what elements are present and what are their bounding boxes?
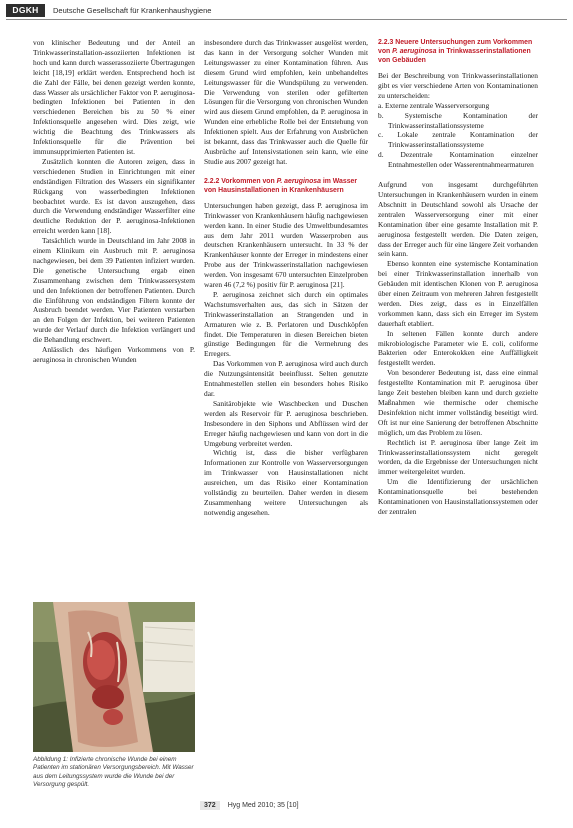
paragraph: Zusätzlich konnten die Autoren zeigen, dass in verschiedenen Studien in Einrichtungen mit einer endständigen Filtration des Wassers ein signifikanter Rückgang von wasserbedingten Infektionen beobachtet wurde. Es ist davon auszugehen, dass durch die Verwendung endständiger Wasserfilter eine deutliche Reduktion der P. aeruginosa-Infektionen erreicht werden kann [18]. [33, 156, 195, 236]
paragraph: Bei der Beschreibung von Trinkwasserinstallationen gibt es vier verschiedene Arten von Kontaminationen zu unterscheiden: [378, 71, 538, 100]
paragraph: Von besonderer Bedeutung ist, dass eine einmal festgestellte Kontamination mit P. aeruginosa über lange Zeit bestehen bleiben kann und durch gezielte Maßnahmen wie thermische oder chemische Desinfektion nicht immer vollständig beseitigt wird. Oft ist nur eine Sanierung der betroffenen Abschnitte möglich, um das Problem zu lösen. [378, 368, 538, 437]
figure-caption: Abbildung 1: Infizierte chronische Wunde bei einem Patienten im stationären Versorgungsbereich. Mit Wasser aus dem Leitungssystem wurde die Wunde bei der Versorgung gespült. [33, 756, 194, 788]
paragraph: von klinischer Bedeutung und der Anteil an Trinkwasserinstallation-assoziierten Infektionen ist hoch und kann durch wasserassoziierte Übertragungen leicht [18,19] erklärt werden. Entsprechend hoch ist die Zahl der Fälle, bei denen gezeigt werden konnte, dass Wasser als ursächlicher Faktor von P. aeruginosa-bedingten Infektionen bei Patienten in den verschiedenen Bereichen bis zu 50 % einer Infektionsquelle angesehen wird. Dies zeigt, wie wichtig die Beachtung des Trinkwassers als Infektionsquelle für die Prävention bei immunsupprimierten Patienten ist. [33, 38, 195, 156]
paragraph: Das Vorkommen von P. aeruginosa wird auch durch die Nutzungsintensität beeinflusst. Selten genutzte Entnahmestellen stellen ein besonders hohes Risiko dar. [204, 359, 368, 398]
wound-photo [33, 602, 195, 752]
text-column-3 [378, 38, 538, 517]
heading-prefix: 2.2.2 Vorkommen von [204, 177, 277, 185]
organization-name: Deutsche Gesellschaft für Krankenhaushygiene [53, 6, 212, 15]
heading-suffix: im Wasser von Hausinstallationen in Krankenhäusern [204, 177, 358, 194]
paragraph: insbesondere durch das Trinkwasser ausgelöst werden, das kann in der Versorgung solcher Wunden mit Leitungswasser zu einer Kontamination führen. Aus diesem Grund wird empfohlen, kein unbehandeltes Leitungswasser für die Wundspülung zu verwenden. Die Verwendung von sterilen oder gefilterten Lösungen für die Versorgung von chronischen Wunden wird aus diesem Grund empfohlen, da P. aeruginosa in Wunden eine erhebliche Rolle bei der Entstehung von Infektionen spielt. Aus der Erfahrung von Ausbrüchen ist bekannt, dass das Trinkwasser auch die Quelle für Ausbrüche auf Intensivstationen sein kann, wie eine Studie aus 2007 gezeigt hat. [204, 38, 368, 166]
text-column-2 [204, 38, 368, 518]
page-number: 372 [200, 801, 220, 810]
journal-citation: Hyg Med 2010; 35 [10] [227, 802, 299, 809]
paragraph: Tatsächlich wurde in Deutschland im Jahr 2008 in einem Klinikum ein Ausbruch mit P. aeruginosa nachgewiesen, bei dem 39 Patienten infiziert wurden. Die genetische Untersuchung ergab einen Zusammenhang zwischen dem Trinkwassersystem und den Infektionen der betroffenen Patienten. Durch die Einführung von endständigen Filtern konnte der Ausbruch beendet werden. Vier Patienten verstarben an den Folgen der Infektion, bei weiteren Patienten wurde der Verlauf durch die Infektion verlängert und die Behandlung erschwert. [33, 236, 195, 345]
journal-code-box [6, 4, 45, 17]
contamination-list [378, 101, 538, 170]
paragraph: Untersuchungen haben gezeigt, dass P. aeruginosa im Trinkwasser von Krankenhäusern häufig nachgewiesen werden kann. In einer Studie des Umweltbundesamtes aus dem Jahr 2011 wurden Wasserproben aus deutschen Krankenhäusern untersucht. In 33 % der Krankenhäuser konnte der Erreger in mindestens einer Probe aus der Trinkwasserinstallation nachgewiesen werden. Von insgesamt 670 untersuchten Einzelproben waren 46 (7,2 %) positiv für P. aeruginosa [21]. [204, 200, 368, 290]
paragraph: Sanitärobjekte wie Waschbecken und Duschen werden als Reservoir für P. aeruginosa beschrieben. Insbesondere in den Siphons und Abflüssen wird der Erreger häufig nachgewiesen und kann von dort in die Umgebung verbreitet werden. [204, 398, 368, 448]
header-rule [6, 19, 567, 20]
text-column-1 [33, 38, 195, 365]
paragraph: Wichtig ist, dass die bisher verfügbaren Informationen zur Kontrolle von Wasserversorgungen im Trinkwasser von Hausinstallationen nicht ausreichen, um das Risiko einer Kontamination vollständig zu beurteilen. Daher werden in diesem Zusammenhang weitere Untersuchungen als notwendig angesehen. [204, 448, 368, 517]
list-item: a. Externe zentrale Wasserversorgung [378, 100, 490, 110]
heading-species: P. aeruginosa [276, 177, 321, 185]
list-item: c. Lokale zentrale Kontamination der Trinkwasserinstallationssysteme [378, 130, 538, 150]
paragraph: Rechtlich ist P. aeruginosa über lange Zeit im Trinkwasserinstallationssystem nicht geregelt worden, da die Ergebnisse der Untersuchungen nicht immer weitergeleitet wurden. [378, 437, 538, 477]
heading-prefix: 2.2.3 Neuere Untersuchungen zum Vorkommen von [378, 39, 533, 55]
heading-suffix: in Trinkwasserinstallationen von Gebäuden [378, 48, 531, 64]
list-item: b. Systemische Kontamination der Trinkwasserinstallationssysteme [378, 110, 538, 130]
paragraph: Aufgrund von insgesamt durchgeführten Untersuchungen in Krankenhäusern wurden in einem Abschnitt in Deutschland sowohl als Ursache der zentralen Wasserversorgung einer mit einer Kontamination über eine gesamte Installation mit P. aeruginosa festgestellt werden. Die Daten zeigen, dass der Erreger auch für eine längere Zeit vorhanden sein kann. [378, 180, 538, 259]
heading-species: P. aeruginosa [392, 48, 437, 55]
paragraph: In seltenen Fällen konnte durch andere mikrobiologische Parameter wie E. coli, coliforme Bakterien oder Enterokokken eine Auffälligkeit festgestellt werden. [378, 328, 538, 368]
page-header [0, 0, 573, 19]
paragraph: P. aeruginosa zeichnet sich durch ein optimales Wachstumsverhalten aus, das sich in Sätzen der Trinkwasserinstallation an Strangenden und in Armaturen wie z. B. Perlatoren und Duschköpfen findet. Die Temperaturen in diesen Bereichen bieten günstige Bedingungen für die Vermehrung des Erregers. [204, 289, 368, 359]
section-heading-2-2-2 [204, 177, 368, 195]
wound-photo-illustration [33, 602, 195, 752]
paragraph: Ebenso konnten eine systemische Kontamination bei einer Trinkwasserinstallation innerhalb von Gebäuden mit identischen Klonen von P. aeruginosa über einen Zeitraum von mehreren Jahren festgestellt werden. Dies zeigt, dass es in Einzelfällen vorkommen kann, dass sich ein Erreger im System dauerhaft etabliert. [378, 259, 538, 328]
list-item: d. Dezentrale Kontamination einzelner Entnahmestellen oder Wasserentnahmearmaturen [378, 150, 538, 170]
journal-code: DGKH [12, 5, 39, 15]
paragraph: Um die Identifizierung der ursächlichen Kontaminationsquelle bei bestehenden Kontaminationen von Hausinstallationssystemen oder der zentralen [378, 477, 538, 516]
paragraph: Anlässlich des häufigen Vorkommens von P. aeruginosa in chronischen Wunden [33, 345, 195, 364]
section-heading-2-2-3 [378, 38, 538, 65]
page-footer [200, 802, 299, 812]
